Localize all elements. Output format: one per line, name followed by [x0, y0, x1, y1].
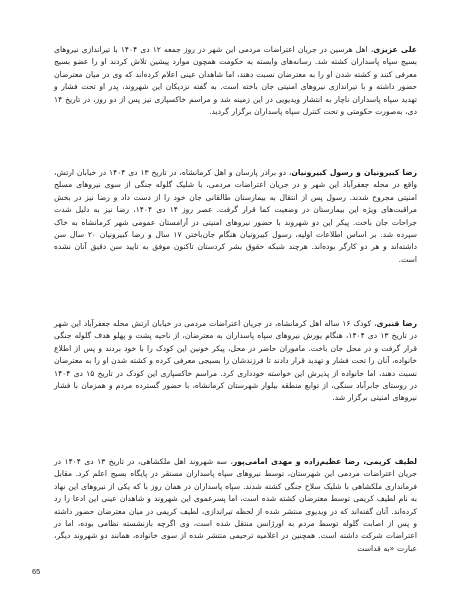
paragraph-text: ، دو برادر پارسان و اهل کرمانشاه، در تاریخ ۱۳ دی ۱۴۰۴ در خیابان ارتش، واقع در محله جعفرآباد این شهر و در جریان اعتراضات مردمی، با شلیک گلوله جنگی از سوی نیروهای مسلح امنیتی مجروح شدند. رسول پس از انتقال به بیمارستان طالقانی جان خود را از دست داد و رضا نیز در بخش مراقبت‌های ویژه این بیمارستان در وضعیت کما قرار گرفت. عصر روز ۱۴ دی ۱۴۰۴، رضا نیز به دلیل شدت جراحات جان باخت. پیکر این دو شهروند با حضور نیروهای امنیتی در آرامستان عمومی شهر کرمانشاه به خاک سپرده شد. بر اساس اطلاعات اولیه، رسول کبیرونیان هنگام جان‌باختن ۱۷ سال و رضا کبیرونیان ۲۰ سال سن داشته‌اند و هر دو کارگر بوده‌اند. هرچند شبکه حقوق بشر کردستان تاکنون موفق به تایید سن دقیق آنان نشده است.	[54, 168, 418, 264]
person-name: رضا قنبری	[376, 319, 417, 328]
paragraph-kabiroonian	[54, 167, 417, 266]
person-name: رضا کبیرونیان و رسول کبیرونیان	[291, 168, 417, 177]
paragraph-ali-azizi	[54, 44, 417, 118]
person-name: علی عزیزی	[373, 45, 417, 54]
person-name: لطیف کریمی، رضا عظیم‌زاده و مهدی امامی‌پور	[232, 457, 417, 466]
paragraph-malekshahi	[54, 456, 417, 555]
paragraph-text: ، اهل هرسین در جریان اعتراضات مردمی این شهر در روز جمعه ۱۲ دی ۱۴۰۴ با تیراندازی نیروهای بسیج سپاه پاسداران کشته شد. رسانه‌های وابسته به حکومت همچون موارد پیشین تلاش کردند او را عضو بسیج معرفی کنند و کشته شدن او را به معترضان نسبت دهند، اما شاهدان عینی اعلام کرده‌اند که وی در میان معترضان حضور داشته و با تیراندازی نیروهای امنیتی جان باخته است. به گفته نزدیکان این شهروند، پدر او تحت فشار و تهدید سپاه پاسداران ناچار به انتشار ویدیویی در این زمینه شد و مراسم خاکسپاری نیز پس از دو روز، در تاریخ ۱۴ دی، به‌صورت حکومتی و تحت کنترل سپاه پاسداران برگزار گردید.	[54, 45, 417, 117]
paragraph-text: ، سه شهروند اهل ملکشاهی، در تاریخ ۱۳ دی ۱۴۰۴ در جریان اعتراضات مردمی این شهرستان، توسط نیروهای سپاه پاسداران مستقر در پایگاه بسیج اعلم کرد. مقابل فرمانداری ملکشاهی با شلیک سلاح جنگی کشته شدند. سپاه پاسداران در همان روز با که یکی از نیروهای این نهاد به نام لطیف کریمی توسط معترضان کشته شده است، اما پسرعموی این شهروند و شاهدان عینی این ادعا را رد کرده‌اند. آنان گفته‌اند که در ویدیوی منتشر شده از لحظه تیراندازی، لطیف کریمی در میان معترضان حضور داشته و پس از اصابت گلوله توسط مردم به اورژانس منتقل شده است، وی اگرچه بازنشسته نظامی بوده، اما در اعتراضات شرکت داشته است. همچنین در اعلامیه ترحیمی منتشر شده از سوی خانواده، همانند دو شهروند دیگر، عبارت «به قداست	[54, 457, 417, 553]
page-number: 65	[32, 567, 41, 576]
paragraph-reza-ghanbari	[54, 318, 417, 405]
paragraph-text: ، کودک ۱۶ ساله اهل کرمانشاه، در جریان اعتراضات مردمی در خیابان ارتش محله جعفرآباد این شهر در تاریخ ۱۳ دی ۱۴۰۴، هنگام یورش نیروهای سپاه پاسداران به معترضان، از ناحیه پشت و پهلو هدف گلوله جنگی قرار گرفت و در محل جان باخت. ماموران حاضر در محل، پیکر خونین این کودک را با خود بردند و پس از اطلاع خانواده، آنان را تحت فشار و تهدید قرار دادند تا فرزندشان را بسیجی معرفی کرده و کشته شدن او را به معترضان نسبت دهند، اما خانواده از پذیرش این خواسته خودداری کرد. مراسم خاکسپاری این کودک در تاریخ ۱۵ دی ۱۴۰۴ در روستای جابرآباد سنگی، از توابع منطقه بیلوار شهرستان کرمانشاه، با حضور گسترده مردم و همزمان با فشار نیروهای امنیتی برگزار شد.	[54, 319, 417, 403]
